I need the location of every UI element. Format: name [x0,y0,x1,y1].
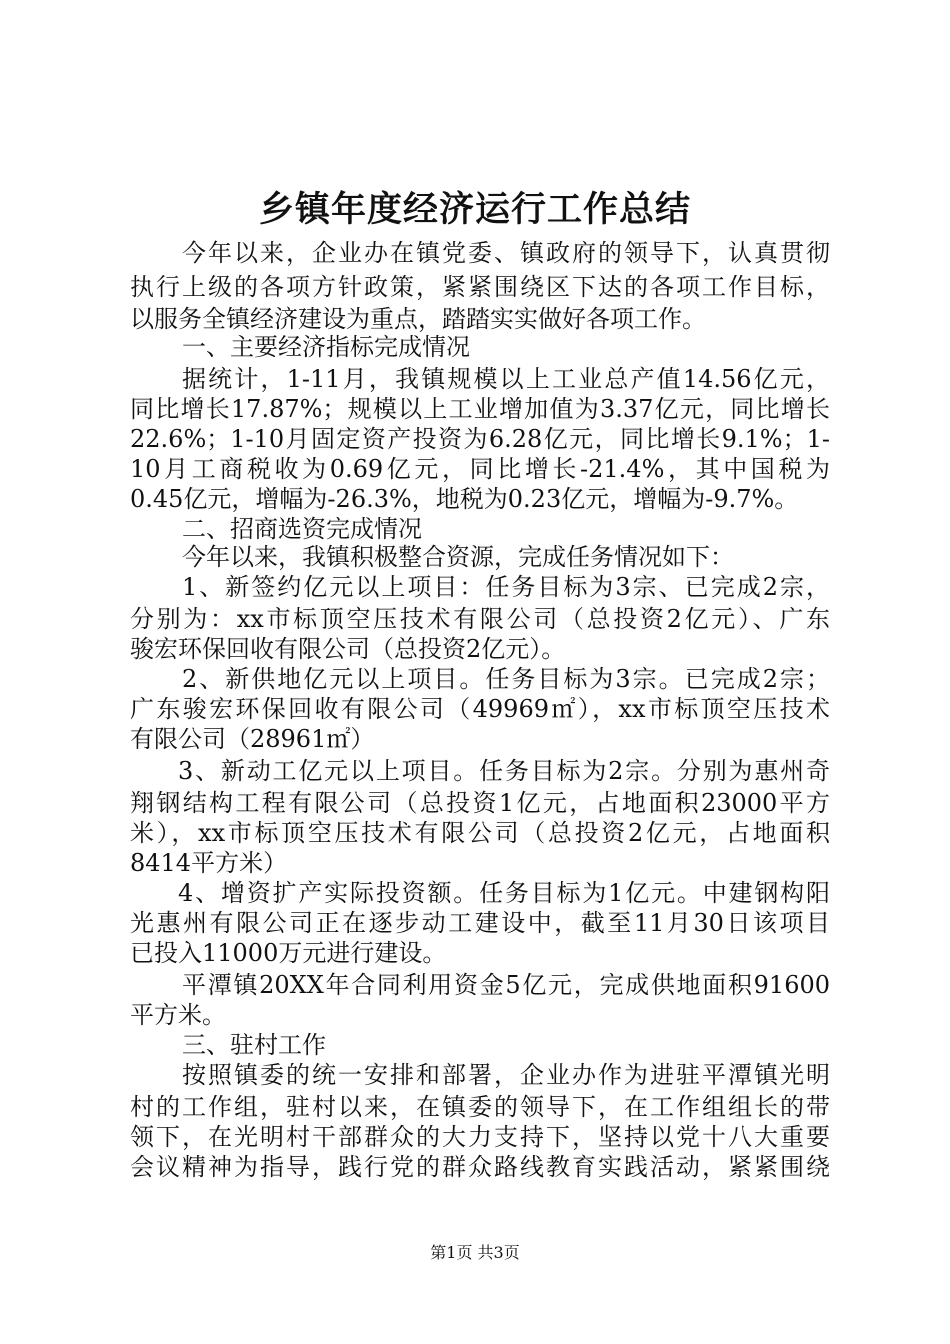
body-line: 会议精神为指导，践行党的群众路线教育实践活动，紧紧围绕 [130,1153,830,1181]
body-line: 8414平方米） [130,849,288,877]
body-line: 米），xx市标顶空压技术有限公司（总投资2亿元，占地面积 [130,819,830,847]
body-line: 骏宏环保回收有限公司（总投资2亿元）。 [130,635,566,663]
body-line: 平方米。 [130,1001,226,1029]
page-number-footer: 第1页 共3页 [430,1243,520,1262]
body-line: 0.45亿元，增幅为-26.3%，地税为0.23亿元，增幅为-9.7%。 [130,485,799,513]
body-line: 3、新动工亿元以上项目。任务目标为2宗。分别为惠州奇 [178,757,830,785]
body-line: 今年以来，我镇积极整合资源，完成任务情况如下： [182,543,734,571]
body-line: 1、新签约亿元以上项目：任务目标为3宗、已完成2宗， [182,573,830,601]
body-line: 按照镇委的统一安排和部署，企业办作为进驻平潭镇光明 [182,1061,830,1089]
body-line: 光惠州有限公司正在逐步动工建设中，截至11月30日该项目 [130,909,830,937]
body-line: 执行上级的各项方针政策，紧紧围绕区下达的各项工作目标， [130,273,830,301]
page-title: 乡镇年度经济运行工作总结 [258,189,691,230]
body-line: 4、增资扩产实际投资额。任务目标为1亿元。中建钢构阳 [178,879,830,907]
body-line: 10月工商税收为0.69亿元，同比增长-21.4%，其中国税为 [130,455,830,483]
section-heading: 三、驻村工作 [182,1031,326,1059]
body-line: 平潭镇20XX年合同利用资金5亿元，完成供地面积91600 [182,971,830,999]
body-line: 22.6%；1-10月固定资产投资为6.28亿元，同比增长9.1%；1- [130,425,830,453]
body-line: 有限公司（28961㎡） [130,725,375,753]
body-line: 分别为：xx市标顶空压技术有限公司（总投资2亿元）、广东 [130,605,830,633]
body-line: 领下，在光明村干部群众的大力支持下，坚持以党十八大重要 [130,1123,830,1151]
body-line: 翔钢结构工程有限公司（总投资1亿元，占地面积23000平方 [130,789,830,817]
section-heading: 二、招商选资完成情况 [182,515,422,543]
body-line: 2、新供地亿元以上项目。任务目标为3宗。已完成2宗； [182,665,830,693]
body-line: 今年以来，企业办在镇党委、镇政府的领导下，认真贯彻 [182,239,830,267]
body-line: 村的工作组，驻村以来，在镇委的领导下，在工作组组长的带 [130,1093,830,1121]
body-line: 广东骏宏环保回收有限公司（49969㎡），xx市标顶空压技术 [130,695,830,723]
body-line: 已投入11000万元进行建设。 [130,939,447,967]
body-line: 据统计，1-11月，我镇规模以上工业总产值14.56亿元， [182,365,830,393]
body-line: 以服务全镇经济建设为重点，踏踏实实做好各项工作。 [130,305,706,333]
section-heading: 一、主要经济指标完成情况 [182,333,470,361]
body-line: 同比增长17.87%；规模以上工业增加值为3.37亿元，同比增长 [130,395,830,423]
